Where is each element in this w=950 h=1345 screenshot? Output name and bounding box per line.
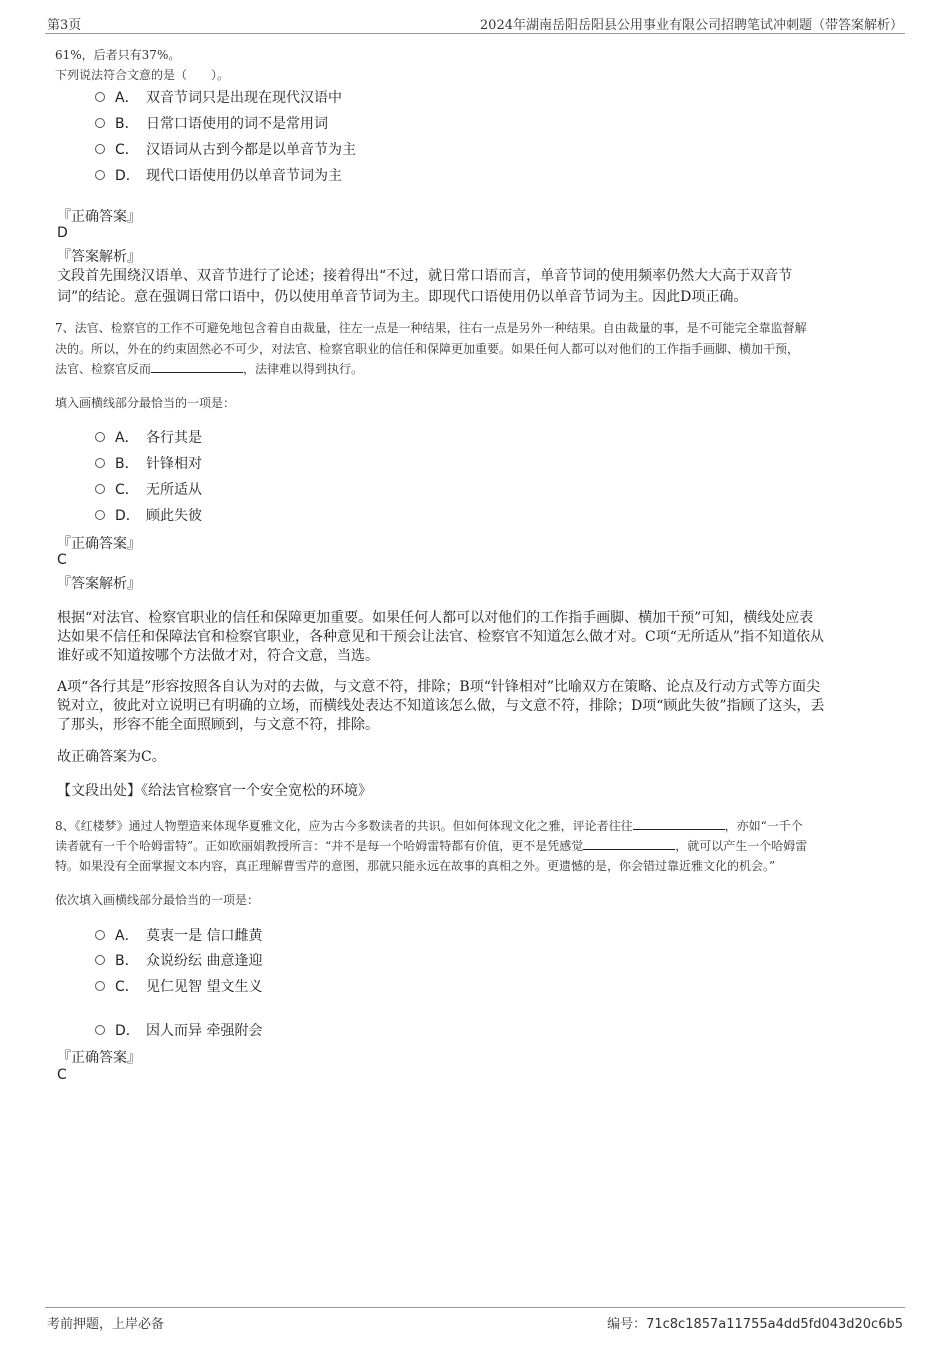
- radio-icon[interactable]: [95, 118, 105, 128]
- analysis-text: A项“各行其是”形容按照各自认为对的去做，与文意不符，排除；B项“针锋相对”比喻双方在策略、论点及行动方式等方面尖: [57, 679, 821, 695]
- code-label: 编号：: [607, 1317, 647, 1332]
- answer-heading: 『正确答案』: [57, 209, 141, 225]
- question-8-stem: [55, 817, 803, 834]
- footer-slogan: 考前押题，上岸必备: [47, 1317, 165, 1332]
- option-text: 针锋相对: [146, 456, 202, 472]
- option-text: 日常口语使用的词不是常用词: [146, 116, 328, 132]
- option-b[interactable]: [95, 113, 328, 133]
- option-label: A．: [115, 430, 139, 446]
- analysis-text: 了那头，形容不能全面照顾到，与文意不符，排除。: [57, 717, 379, 733]
- option-text: 无所适从: [146, 482, 202, 498]
- q8-option-d[interactable]: [95, 1020, 262, 1040]
- option-text: 众说纷纭 曲意逢迎: [146, 953, 263, 969]
- option-text: 现代口语使用仍以单音节词为主: [146, 168, 342, 184]
- option-label: C．: [115, 979, 139, 995]
- radio-icon[interactable]: [95, 981, 105, 991]
- radio-icon[interactable]: [95, 458, 105, 468]
- analysis-text: 锐对立，彼此对立说明已有明确的立场，而横线处表达不知道该怎么做，与文意不符，排除；D项“顾此失彼”指顾了这头，丢: [57, 698, 825, 714]
- radio-icon[interactable]: [95, 432, 105, 442]
- q8-option-c[interactable]: [95, 976, 262, 996]
- answer-value: C: [57, 552, 67, 568]
- q7-option-b[interactable]: [95, 453, 202, 473]
- passage-source: 【文段出处】《给法官检察官一个安全宽松的环境》: [57, 783, 372, 799]
- answer-value: D: [57, 225, 68, 241]
- question-text: 61%，后者只有37%。: [55, 48, 181, 62]
- analysis-text: 根据“对法官、检察官职业的信任和保障更加重要。如果任何人都可以对他们的工作指手画脚、横加干预”可知，横线处应表: [57, 610, 814, 626]
- option-text: 见仁见智 望文生义: [146, 979, 263, 995]
- q8-option-b[interactable]: [95, 950, 262, 970]
- question-8-prompt: 依次填入画横线部分最恰当的一项是：: [55, 893, 260, 907]
- q7-option-d[interactable]: [95, 505, 202, 525]
- radio-icon[interactable]: [95, 930, 105, 940]
- option-text: 双音节词只是出现在现代汉语中: [146, 90, 342, 106]
- fill-blank: [583, 837, 675, 850]
- option-label: D．: [115, 168, 140, 184]
- question-7-stem: 7、法官、检察官的工作不可避免地包含着自由裁量，往左一点是一种结果，往右一点是另外一种结果。自由裁量的事，是不可能完全靠监督解: [55, 321, 807, 335]
- code-value: 71c8c1857a11755a4dd5fd043d20c6b5: [646, 1317, 903, 1332]
- footer-divider: [45, 1307, 905, 1308]
- question-8-stem: 特。如果没有全面掌握文本内容，真正理解曹雪芹的意图，那就只能永远在故事的真相之外。更遗憾的是，你会错过靠近雅文化的机会。”: [55, 859, 776, 873]
- q7-option-c[interactable]: [95, 479, 202, 499]
- analysis-heading: 『答案解析』: [57, 576, 141, 592]
- option-d[interactable]: [95, 165, 342, 185]
- q8-option-a[interactable]: [95, 925, 262, 945]
- option-label: B．: [115, 116, 139, 132]
- option-label: C．: [115, 142, 139, 158]
- stem-text: ，亦如“一千个: [724, 819, 803, 833]
- radio-icon[interactable]: [95, 955, 105, 965]
- radio-icon[interactable]: [95, 1025, 105, 1035]
- page-number: 第3页: [47, 18, 82, 33]
- fill-blank: [151, 360, 243, 373]
- stem-text: ，就可以产生一个哈姆雷: [675, 839, 808, 853]
- option-text: 莫衷一是 信口雌黄: [146, 928, 263, 944]
- question-8-stem: [55, 837, 807, 854]
- radio-icon[interactable]: [95, 144, 105, 154]
- analysis-text: 达如果不信任和保障法官和检察官职业，各种意见和干预会让法官、检察官不知道怎么做才对。C项“无所适从”指不知道依从: [57, 629, 825, 645]
- option-label: B．: [115, 953, 139, 969]
- analysis-text: 文段首先围绕汉语单、双音节进行了论述；接着得出“不过，就日常口语而言，单音节词的使用频率仍然大大高于双音节: [57, 268, 793, 284]
- q7-option-a[interactable]: [95, 427, 202, 447]
- option-c[interactable]: [95, 139, 356, 159]
- radio-icon[interactable]: [95, 92, 105, 102]
- answer-value: C: [57, 1067, 67, 1083]
- question-7-stem: [55, 360, 363, 377]
- stem-text: 法官、检察官反而: [55, 362, 152, 376]
- analysis-heading: 『答案解析』: [57, 249, 141, 265]
- radio-icon[interactable]: [95, 484, 105, 494]
- analysis-text: 谁好或不知道按哪个方法做才对，符合文意，当选。: [57, 648, 379, 664]
- fill-blank: [633, 817, 725, 830]
- question-7-stem: 决的。所以，外在的约束固然必不可少，对法官、检察官职业的信任和保障更加重要。如果任何人都可以对他们的工作指手画脚、横加干预，: [55, 342, 800, 356]
- question-prompt: 下列说法符合文意的是（ ）。: [55, 68, 230, 82]
- option-text: 顾此失彼: [146, 508, 202, 524]
- document-title: 2024年湖南岳阳岳阳县公用事业有限公司招聘笔试冲刺题（带答案解析）: [479, 18, 903, 33]
- radio-icon[interactable]: [95, 170, 105, 180]
- answer-heading: 『正确答案』: [57, 1050, 141, 1066]
- option-label: D．: [115, 508, 140, 524]
- question-7-prompt: 填入画横线部分最恰当的一项是：: [55, 396, 236, 410]
- option-label: B．: [115, 456, 139, 472]
- option-text: 各行其是: [146, 430, 202, 446]
- answer-heading: 『正确答案』: [57, 536, 141, 552]
- stem-text: 读者就有一千个哈姆雷特”。正如欧丽娟教授所言：“并不是每一个哈姆雷特都有价值，更不是凭感觉: [55, 839, 584, 853]
- option-text: 因人而异 牵强附会: [146, 1023, 263, 1039]
- option-label: A．: [115, 928, 139, 944]
- header-divider: [45, 33, 905, 34]
- analysis-text: 词”的结论。意在强调日常口语中，仍以使用单音节词为主。即现代口语使用仍以单音节词为主。因此D项正确。: [57, 289, 748, 305]
- document-code: [607, 1313, 903, 1332]
- stem-text: ，法律难以得到执行。: [243, 362, 364, 376]
- stem-text: 8、《红楼梦》通过人物塑造来体现华夏雅文化，应为古今多数读者的共识。但如何体现文化之雅，评论者往往: [55, 819, 633, 833]
- option-label: C．: [115, 482, 139, 498]
- option-text: 汉语词从古到今都是以单音节为主: [146, 142, 356, 158]
- radio-icon[interactable]: [95, 510, 105, 520]
- option-a[interactable]: [95, 87, 342, 107]
- option-label: D．: [115, 1023, 140, 1039]
- analysis-conclusion: 故正确答案为C。: [57, 749, 166, 765]
- option-label: A．: [115, 90, 139, 106]
